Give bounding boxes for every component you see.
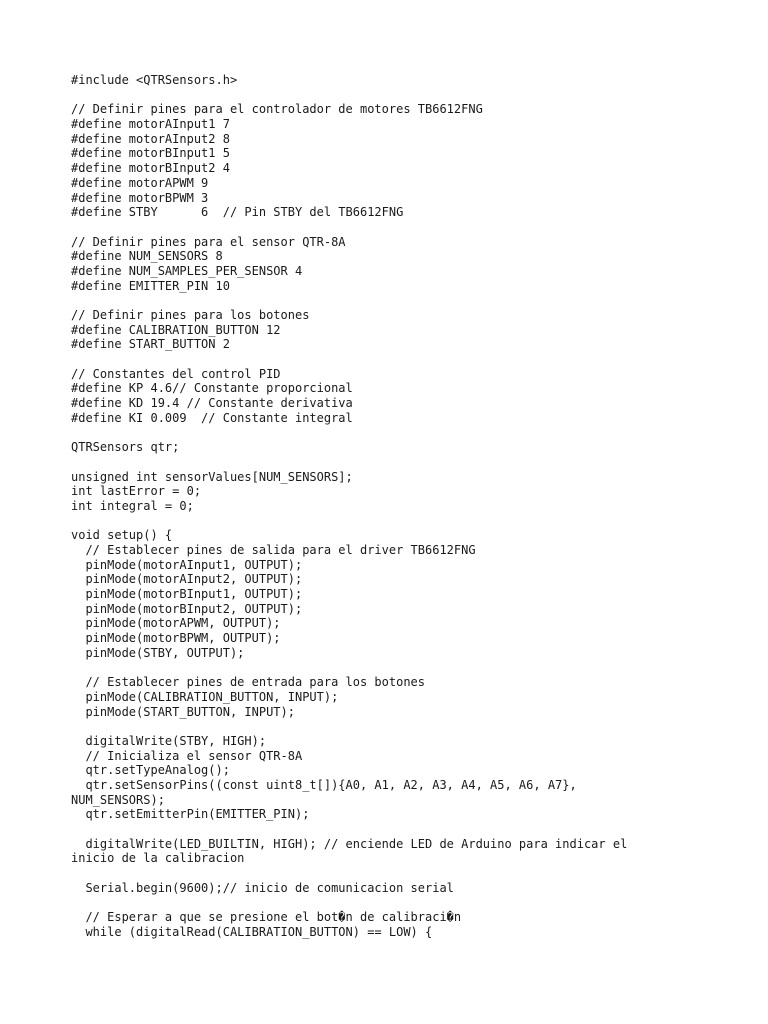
blank-line xyxy=(71,719,731,734)
code-line: #define motorBInput1 5 xyxy=(71,146,230,161)
code-line: // Establecer pines de entrada para los botones xyxy=(71,675,426,690)
code-line: digitalWrite(STBY, HIGH); xyxy=(71,733,267,748)
blank-line xyxy=(71,293,731,308)
code-line: #define NUM_SENSORS 8 xyxy=(71,249,223,264)
code-line: #define motorAPWM 9 xyxy=(71,175,209,190)
code-line: #define KI 0.009 // Constante integral xyxy=(71,410,353,425)
code-line: inicio de la calibracion xyxy=(71,851,245,866)
code-line: #define KP 4.6// Constante proporcional xyxy=(71,381,353,396)
code-line: unsigned int sensorValues[NUM_SENSORS]; xyxy=(71,469,353,484)
blank-line xyxy=(71,514,731,529)
code-line: #define STBY 6 // Pin STBY del TB6612FNG xyxy=(71,205,404,220)
code-line: pinMode(STBY, OUTPUT); xyxy=(71,645,245,660)
code-line: #define motorAInput2 8 xyxy=(71,131,230,146)
code-line: pinMode(START_BUTTON, INPUT); xyxy=(71,704,295,719)
code-line: QTRSensors qtr; xyxy=(71,440,180,455)
code-line: Serial.begin(9600);// inicio de comunicacion serial xyxy=(71,880,454,895)
code-listing xyxy=(71,73,731,940)
code-line: int lastError = 0; xyxy=(71,484,202,499)
code-line: pinMode(motorBInput1, OUTPUT); xyxy=(71,587,303,602)
blank-line xyxy=(71,661,731,676)
code-line: NUM_SENSORS); xyxy=(71,792,165,807)
blank-line xyxy=(71,822,731,837)
code-line: #include <QTRSensors.h> xyxy=(71,73,238,87)
code-line: qtr.setEmitterPin(EMITTER_PIN); xyxy=(71,807,310,822)
code-line: #define KD 19.4 // Constante derivativa xyxy=(71,396,353,411)
blank-line xyxy=(71,866,731,881)
code-line: void setup() { xyxy=(71,528,173,543)
code-line: // Definir pines para los botones xyxy=(71,308,310,322)
code-line: // Definir pines para el sensor QTR-8A xyxy=(71,234,346,249)
code-line: pinMode(CALIBRATION_BUTTON, INPUT); xyxy=(71,689,339,704)
code-line: #define motorAInput1 7 xyxy=(71,117,230,132)
blank-line xyxy=(71,896,731,911)
code-line: qtr.setSensorPins((const uint8_t[]){A0, A1, A2, A3, A4, A5, A6, A7}, xyxy=(71,778,577,792)
blank-line xyxy=(71,352,731,367)
code-line: // Definir pines para el controlador de motores TB6612FNG xyxy=(71,102,483,117)
code-line: qtr.setTypeAnalog(); xyxy=(71,763,230,778)
code-line: // Inicializa el sensor QTR-8A xyxy=(71,748,303,763)
code-line: #define CALIBRATION_BUTTON 12 xyxy=(71,322,281,337)
code-line: pinMode(motorAInput1, OUTPUT); xyxy=(71,557,303,572)
blank-line xyxy=(71,426,731,441)
code-line: pinMode(motorAInput2, OUTPUT); xyxy=(71,572,303,587)
code-line: pinMode(motorBPWM, OUTPUT); xyxy=(71,631,281,646)
code-line: int integral = 0; xyxy=(71,498,194,513)
code-line: #define motorBInput2 4 xyxy=(71,161,230,176)
code-line: // Establecer pines de salida para el driver TB6612FNG xyxy=(71,543,476,557)
code-line: pinMode(motorAPWM, OUTPUT); xyxy=(71,616,281,631)
code-line: #define motorBPWM 3 xyxy=(71,190,209,205)
code-line: #define EMITTER_PIN 10 xyxy=(71,278,230,293)
code-line: pinMode(motorBInput2, OUTPUT); xyxy=(71,601,303,616)
code-line: // Constantes del control PID xyxy=(71,366,281,381)
code-line: #define START_BUTTON 2 xyxy=(71,337,230,352)
code-line: #define NUM_SAMPLES_PER_SENSOR 4 xyxy=(71,263,303,278)
blank-line xyxy=(71,220,731,235)
code-line: while (digitalRead(CALIBRATION_BUTTON) == LOW) { xyxy=(71,924,433,939)
blank-line xyxy=(71,455,731,470)
blank-line xyxy=(71,88,731,103)
code-line: digitalWrite(LED_BUILTIN, HIGH); // enciende LED de Arduino para indicar el xyxy=(71,836,628,851)
code-line: // Esperar a que se presione el bot�n de calibraci�n xyxy=(71,910,462,925)
